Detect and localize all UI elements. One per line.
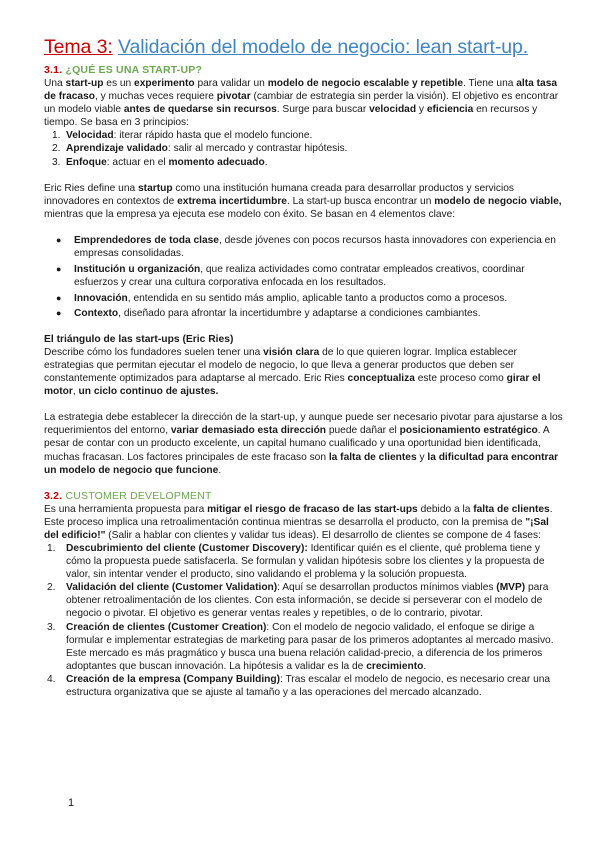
paragraph-eric-ries: Eric Ries define una startup como una institución humana creada para desarrollar productos y servicios innovadores en contextos de extrema incertidumbre. La start-up busca encontrar un modelo de negocio viable, mientras que la empresa ya ejecuta ese modelo con éxito. Se basan en 4 elementos clave: [44,182,562,220]
triangle-heading: El triángulo de las start-ups (Eric Ries) [44,333,234,345]
section-heading-3-1: 3.1. ¿QUÉ ES UNA START-UP? [44,64,203,76]
list-item: 3. Enfoque: actuar en el momento adecuado. [52,156,268,168]
paragraph-customer-development: Es una herramienta propuesta para mitigar el riesgo de fracaso de las start-ups debido a la falta de clientes. Este proceso implica una retroalimentación continua mientras se desarrolla el producto, con la premisa de "¡Sal del edificio!" (Salir a hablar con clientes y validar tus ideas). El desarrollo de clientes se compone de 4 fases: [44,503,553,541]
list-item: 4. Creación de la empresa (Company Building): Tras escalar el modelo de negocio, es necesario crear una estructura organizativa que se ajuste al tamaño y a las operaciones del mercado alcanzado. [47,673,551,699]
list-item: ● Contexto, diseñado para afrontar la incertidumbre y adaptarse a condiciones cambiantes. [56,308,481,320]
list-item: 1. Descubrimiento del cliente (Customer Discovery): Identificar quién es el cliente, qué problema tiene y cómo la propuesta puede satisfacerla. Se formulan y validan hipótesis sobre los clientes y la propuesta de valor, sin intentar vender el producto, sino validando el problema y la solución propuesta. [47,543,545,581]
key-elements-list [44,234,564,320]
page-number: 1 [68,797,75,809]
section-heading-3-2: 3.2. CUSTOMER DEVELOPMENT [44,489,212,502]
phases-list [44,542,564,699]
paragraph-triangle: Describe cómo los fundadores suelen tener una visión clara de lo que quieren lograr. Implica establecer estrategias que permitan ejecutar el modelo de negocio, lo que lleva a generar productos que deben ser constantemente optimizados para adaptarse al mercado. Eric Ries conceptualiza este proceso como girar el motor, un ciclo continuo de ajustes. [44,346,541,398]
document-page [44,34,564,699]
principles-list [44,129,564,168]
list-item: ● Institución u organización, que realiza actividades como contratar empleados creativos, coordinar esfuerzos y crear una cultura corporativa enfocada en los resultados. [56,263,525,288]
bullet-icon: ● [56,308,62,319]
paragraph-startup-intro: Una start-up es un experimento para validar un modelo de negocio escalable y repetible. Tiene una alta tasa de fracaso, y muchas veces requiere pivotar (cambiar de estrategia sin perder la visión). El objetivo es encontrar un modelo viable antes de quedarse sin recursos. Surge para buscar velocidad y eficiencia en recursos y tiempo. Se basa en 3 principios: [44,78,559,129]
bullet-icon: ● [56,234,62,245]
title-number: Tema 3: [44,36,113,58]
list-item: 1. Velocidad: iterar rápido hasta que el modelo funcione. [52,130,313,142]
list-item: 2. Validación del cliente (Customer Validation): Aquí se desarrollan productos mínimos viables (MVP) para obtener retroalimentación de los clientes. Con esta información, se decide si perseverar con el modelo de negocio o pivotar. El objetivo es generar ventas reales y repetibles, o de lo contrario, pivotar. [47,582,549,620]
title-text: Validación del modelo de negocio: lean start-up. [118,36,529,58]
list-item: 2. Aprendizaje validado: salir al mercado y contrastar hipótesis. [52,143,348,155]
bullet-icon: ● [56,263,62,274]
list-item: 3. Creación de clientes (Customer Creation): Con el modelo de negocio validado, el enfoque se dirige a formular e implementar estrategias de marketing para pasar de los primeros adoptantes al mercado masivo. Este mercado es más pragmático y busca una buena relación calidad-precio, a diferencia de los primeros adoptantes que buscan innovación. La hipótesis a validar es la de crecimiento. [47,621,554,672]
list-item: ● Innovación, entendida en su sentido más amplio, aplicable tanto a productos como a procesos. [56,292,508,304]
paragraph-strategy: La estrategia debe establecer la dirección de la start-up, y aunque puede ser necesario pivotar para ajustarse a los requerimientos del entorno, variar demasiado esta dirección puede dañar el posicionamiento estratégico. A pesar de contar con un producto excelente, un capital humano cualificado y una oportunidad bien identificada, muchas fracasan. Los factores principales de este fracaso son la falta de clientes y la dificultad para encontrar un modelo de negocio que funcione. [44,412,563,476]
page-title [44,34,564,60]
list-item: ● Emprendedores de toda clase, desde jóvenes con pocos recursos hasta innovadores con experiencia en empresas consolidadas. [56,234,556,260]
bullet-icon: ● [56,292,62,303]
